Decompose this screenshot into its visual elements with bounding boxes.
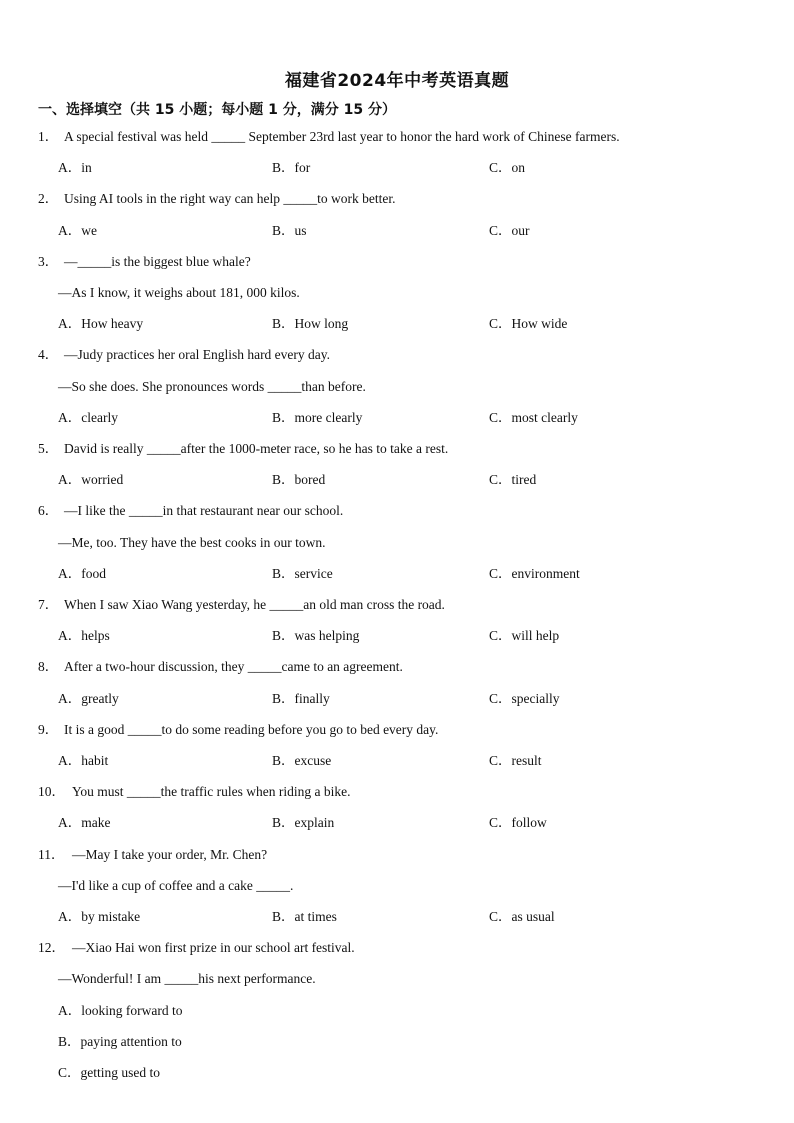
answer-option[interactable]: C．will help [489,628,560,644]
answer-option[interactable]: A．worried [58,472,124,488]
question-stem [38,128,620,146]
question-stem [38,939,355,957]
answer-option[interactable]: A．make [58,815,111,831]
answer-option[interactable]: C．How wide [489,316,568,332]
page-title: 福建省2024年中考英语真题 [284,71,510,91]
question-text: —I like the _____in that restaurant near our school. [64,503,344,519]
answer-option[interactable]: A．in [58,160,92,176]
question-text: When I saw Xiao Wang yesterday, he _____an old man cross the road. [64,597,445,612]
section-heading: 一、选择填空（共 15 小题；每小题 1 分，满分 15 分） [38,102,396,118]
answer-option[interactable]: C．as usual [489,909,555,924]
question-stem [38,846,267,864]
question-text: —_____is the biggest blue whale? [64,253,251,269]
question-text: A special festival was held _____ September 23rd last year to honor the hard work of Chinese farmers. [64,129,620,144]
question-number: 10． [38,784,65,800]
answer-option[interactable]: B．explain [272,815,335,831]
answer-option[interactable]: A．food [58,565,106,581]
question-dialogue-line: —I'd like a cup of coffee and a cake _____. [58,877,294,893]
answer-option[interactable]: B．more clearly [272,409,363,425]
question-number: 12． [38,940,65,956]
answer-option[interactable]: B．at times [272,909,337,924]
question-dialogue-line: —So she does. She pronounces words _____than before. [58,378,366,394]
question-text: After a two-hour discussion, they _____came to an agreement. [64,659,403,675]
question-dialogue-line: —As I know, it weighs about 181, 000 kilos. [58,285,300,300]
question-number: 9． [38,721,59,737]
question-number: 11． [38,846,65,862]
answer-option[interactable]: A．How heavy [58,316,144,332]
answer-option[interactable]: C．tired [489,472,537,488]
question-dialogue-line: —Wonderful! I am _____his next performance. [58,971,316,987]
question-dialogue-line: —Me, too. They have the best cooks in our town. [58,534,326,550]
question-number: 7． [38,597,59,612]
answer-option[interactable]: A．helps [58,628,110,644]
answer-option[interactable]: B．finally [272,690,330,706]
answer-option[interactable]: C．our [489,222,530,238]
question-stem [38,440,448,458]
answer-option[interactable]: C．environment [489,565,580,581]
answer-option[interactable]: A．by mistake [58,909,141,924]
question-stem [38,596,445,614]
answer-option[interactable]: C．on [489,160,526,176]
question-text: —May I take your order, Mr. Chen? [72,846,268,862]
question-stem [38,190,395,208]
question-stem [38,502,343,520]
question-stem [38,721,438,739]
question-number: 6． [38,503,59,519]
answer-option[interactable]: B．bored [272,472,326,488]
question-number: 3． [38,253,59,269]
question-text: You must _____the traffic rules when riding a bike. [72,784,351,800]
answer-option[interactable]: B．excuse [272,753,332,768]
question-number: 1． [38,129,59,144]
answer-option[interactable]: C．specially [489,690,560,706]
question-text: David is really _____after the 1000-meter race, so he has to take a rest. [64,441,449,456]
question-text: —Judy practices her oral English hard every day. [64,347,331,363]
question-text: —Xiao Hai won first prize in our school art festival. [72,940,355,956]
answer-option[interactable]: C．most clearly [489,409,578,425]
question-stem [38,346,330,364]
answer-option[interactable]: A．clearly [58,409,118,425]
answer-option[interactable]: C．follow [489,815,547,831]
question-text: It is a good _____to do some reading before you go to bed every day. [64,721,439,737]
answer-option[interactable]: C．getting used to [58,1065,160,1080]
question-number: 5． [38,441,59,456]
question-stem [38,658,403,676]
question-number: 2． [38,191,59,207]
question-stem [38,783,350,801]
answer-option[interactable]: A．habit [58,753,109,768]
answer-option[interactable]: B．for [272,160,311,176]
answer-option[interactable]: B．How long [272,316,349,332]
answer-option[interactable]: B．us [272,222,307,238]
answer-option[interactable]: A．looking forward to [58,1002,183,1018]
question-number: 4． [38,347,59,363]
question-number: 8． [38,659,59,675]
answer-option[interactable]: B．was helping [272,628,360,644]
answer-option[interactable]: B．paying attention to [58,1033,182,1049]
answer-option[interactable]: C．result [489,753,542,768]
answer-option[interactable]: A．greatly [58,690,119,706]
answer-option[interactable]: A．we [58,222,97,238]
answer-option[interactable]: B．service [272,565,333,581]
question-text: Using AI tools in the right way can help _____to work better. [64,191,396,207]
question-stem [38,253,251,271]
